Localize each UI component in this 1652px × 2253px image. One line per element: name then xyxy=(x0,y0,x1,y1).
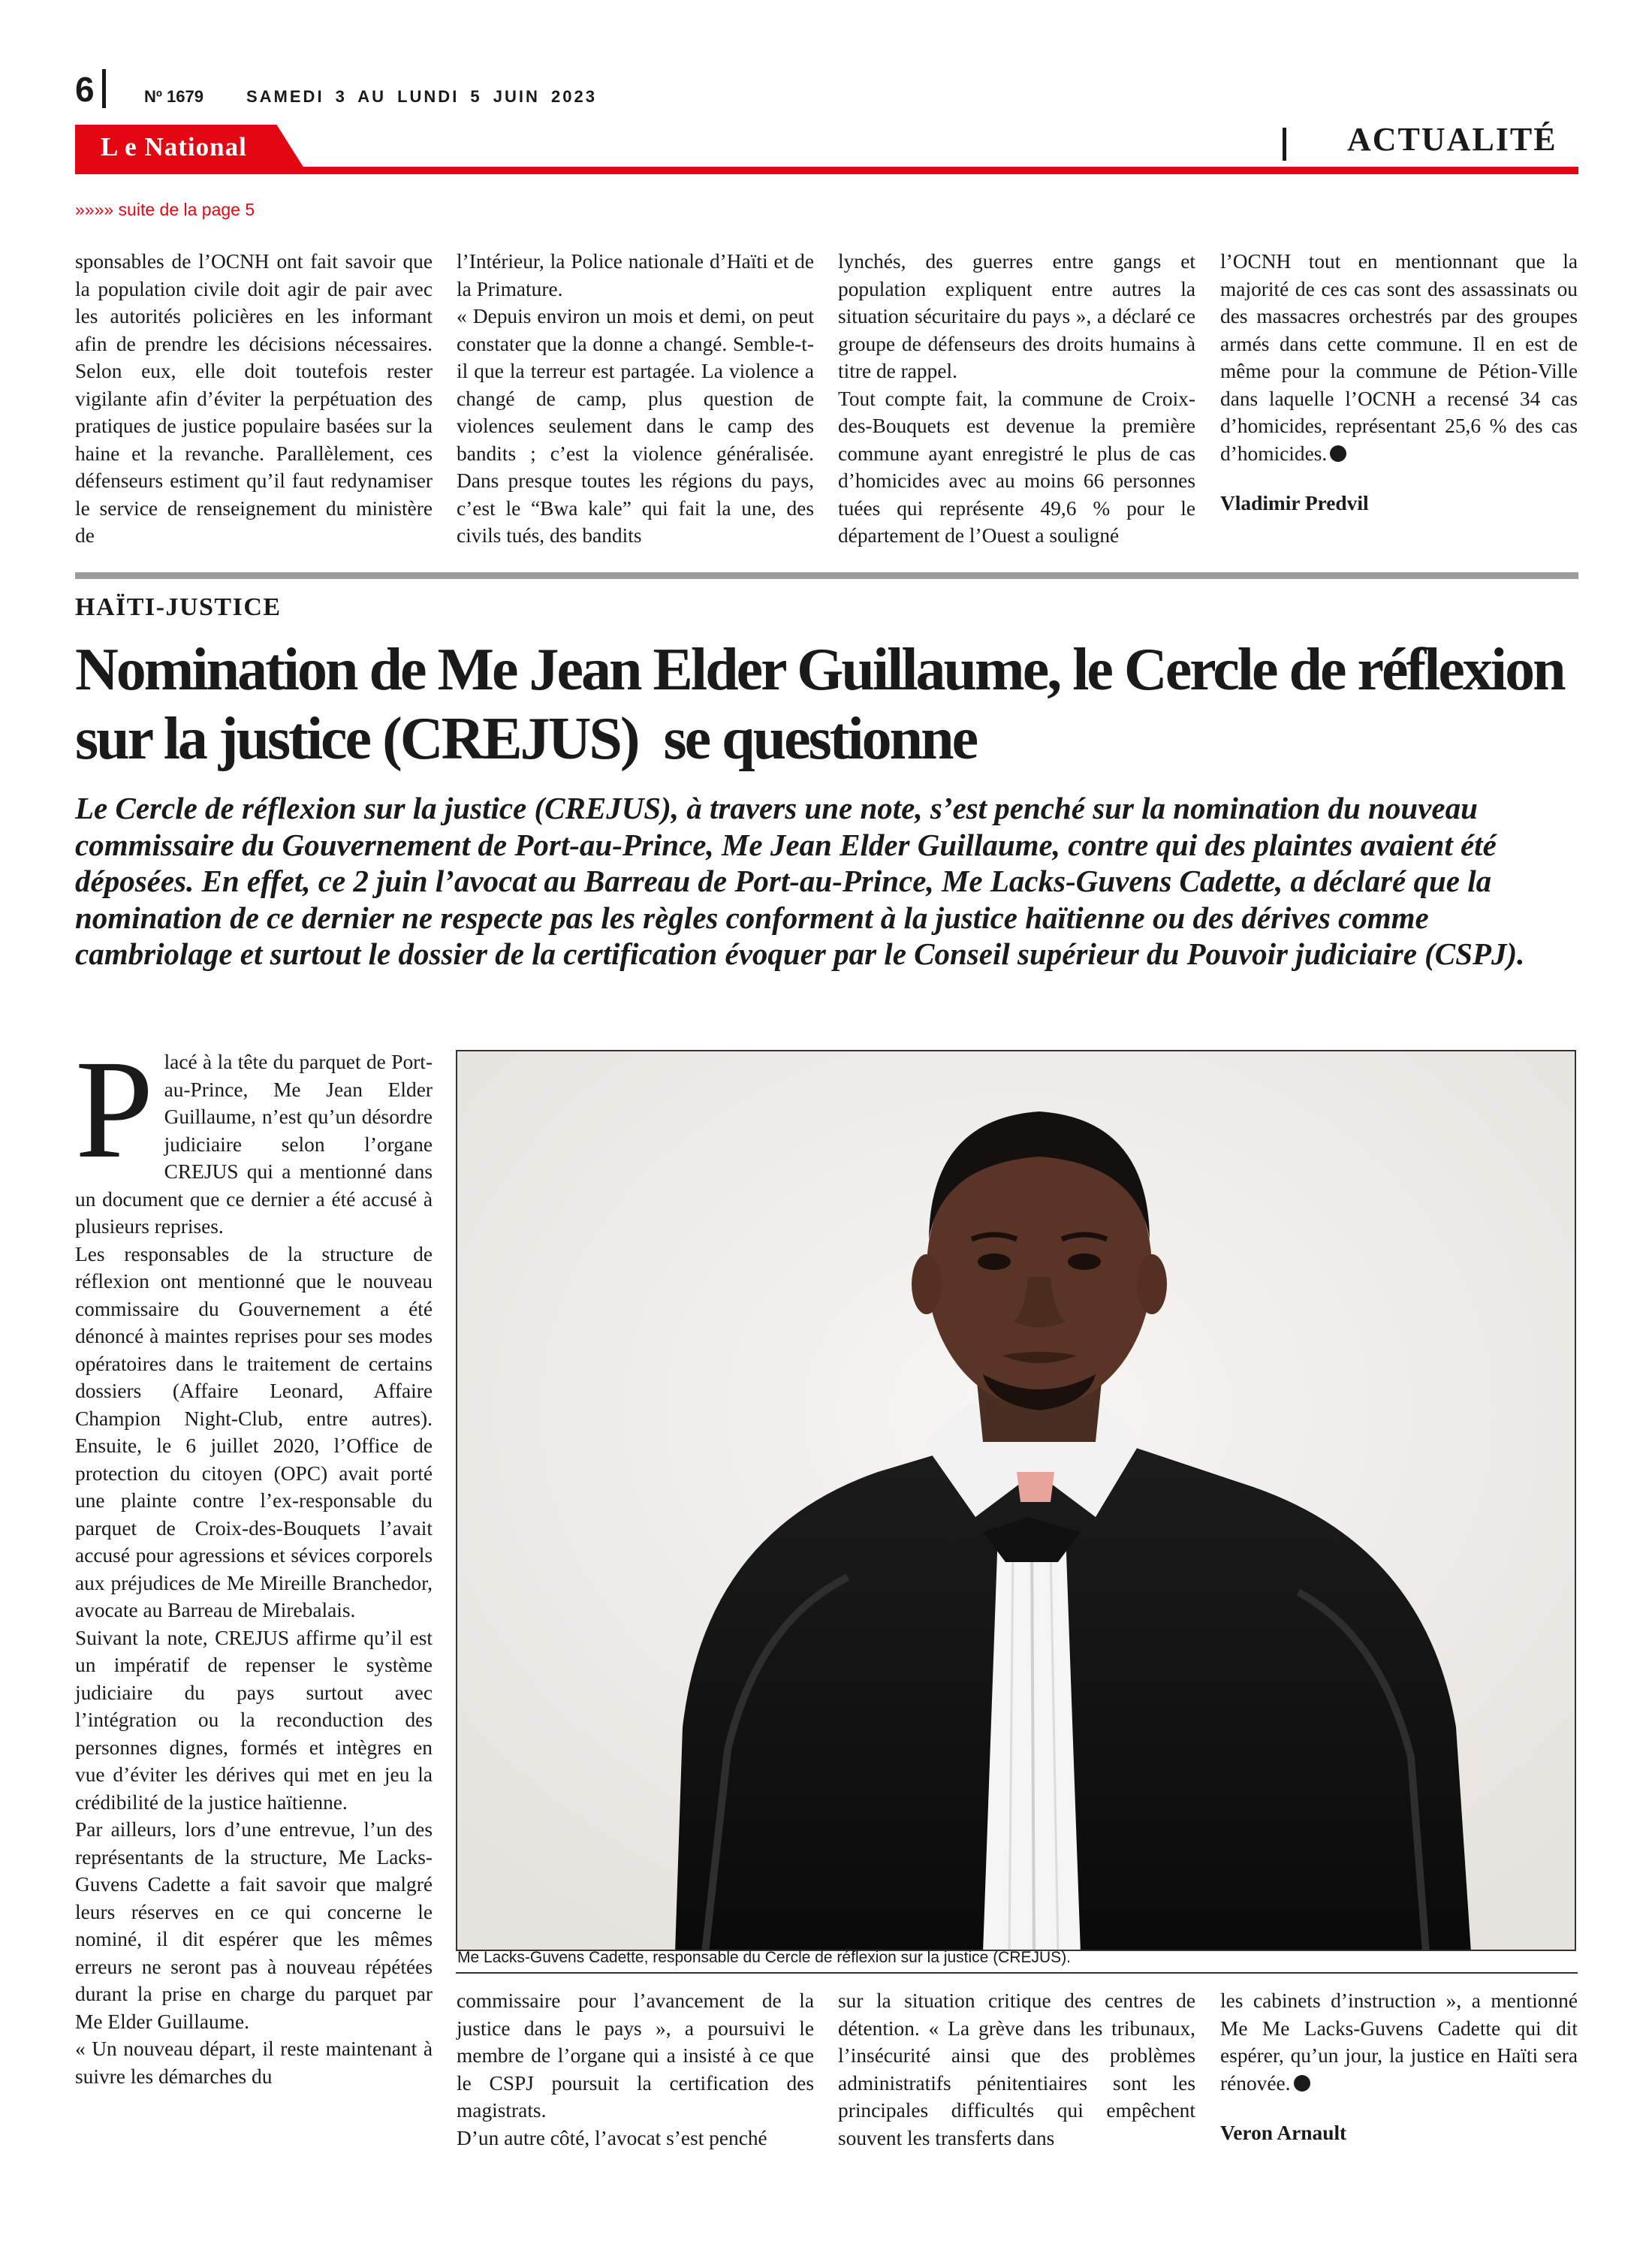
main-article-column-1 xyxy=(75,1030,433,2090)
article-divider xyxy=(75,572,1578,579)
paragraph: sur la situation critique des centres de détention. « La grève dans les tribunaux, l’insécurité ainsi que des problèmes administratifs pénitentiaires sont les principales difficultés qui empêchent souvent les transferts dans xyxy=(838,1989,1195,2149)
paragraph-text: lacé à la tête du parquet de Port-au-Prince, Me Jean Elder Guillaume, n’est qu’un désordre judiciaire selon l’organe CREJUS qui a mentionné dans un document que ce dernier a été accusé à plusieurs reprises. xyxy=(75,1051,433,1238)
main-article-column-3 xyxy=(838,1987,1195,2152)
drop-cap: P xyxy=(75,1030,154,1187)
main-article-column-2 xyxy=(457,1987,814,2152)
paragraph: D’un autre côté, l’avocat s’est penché xyxy=(457,2126,767,2149)
top-article-text: lynchés, des guerres entre gangs et population expliquent entre autres la situation sécuritaire du pays », a déclaré ce groupe de défenseurs des droits humains à titre de rappel. Tout compte fait, la commune de Croix-des-Bouquets est devenue la première commune ayant enregistré le plus de cas d’homicides avec au moins 66 personnes tuées qui représente 49,6 % pour le département de l’Ouest a souligné xyxy=(838,250,1195,547)
lede: Le Cercle de réflexion sur la justice (CREJUS), à travers une note, s’est penché sur la nomination du nouveau commissaire du Gouvernement de Port-au-Prince, Me Jean Elder Guillaume, contre qui des plaintes avaient été déposées. En effet, ce 2 juin l’avocat au Barreau de Port-au-Prince, Me Lacks-Guvens Cadette, a déclaré que la nomination de ce dernier ne respecte pas les règles conforment à la justice haïtienne ou des dérives comme cambriolage et surtout le dossier de la certification évoquer par le Conseil supérieur du Pouvoir judiciaire (CSPJ). xyxy=(75,791,1525,971)
paragraph xyxy=(75,1030,433,1241)
kicker: HAÏTI-JUSTICE xyxy=(75,593,282,621)
headline-line-1: Nomination de Me Jean Elder Guillaume, le Cercle de réflexion xyxy=(75,637,1564,703)
portrait-illustration xyxy=(457,1051,1576,1951)
caption-rule xyxy=(456,1972,1578,1974)
top-article-column-4 xyxy=(1220,248,1578,517)
byline: Vladimir Predvil xyxy=(1220,492,1369,514)
page-number: 6 xyxy=(75,70,95,109)
top-article-text: l’Intérieur, la Police nationale d’Haïti et de la Primature. « Depuis environ un mois et demi, on peut constater que la donne a changé. Semble-t-il que la terreur est partagée. La violence a changé de camp, plus question de violences seulement dans le camp des bandits ; c’est la violence généralisée. Dans presque toutes les régions du pays, c’est le “Bwa kale” qui fait la une, des civils tués, des bandits xyxy=(457,250,814,547)
continued-from: »»»» suite de la page 5 xyxy=(75,200,255,219)
headline xyxy=(75,635,1584,774)
section-label: ACTUALITÉ xyxy=(1347,121,1557,158)
paragraph: Par ailleurs, lors d’une entrevue, l’un des représentants de la structure, Me Lacks-Guvens Cadette a fait savoir que malgré leurs réserves en ce qui concerne le nominé, il dit espérer que les mêmes erreurs ne seront pas à nouveau répétées durant la prise en charge du parquet par Me Elder Guillaume. xyxy=(75,1818,433,2033)
page-number-divider xyxy=(102,69,106,108)
issue-number: Nº 1679 xyxy=(144,87,203,106)
header-rule xyxy=(75,167,1578,174)
top-article-text: sponsables de l’OCNH ont fait savoir que la population civile doit agir de pair avec les autorités policières en les informant afin de prendre les décisions nécessaires. Selon eux, elle doit toutefois rester vigilante afin d’éviter la perpétuation des pratiques de justice populaire basées sur la haine et la revanche. Parallèlement, ces défenseurs estiment qu’il faut redynamiser le service de renseignement du ministère de xyxy=(75,250,433,547)
section-divider xyxy=(1283,128,1286,161)
top-article-column-2 xyxy=(457,248,814,550)
brand-name: L e National xyxy=(101,132,247,161)
issue-date: SAMEDI 3 AU LUNDI 5 JUIN 2023 xyxy=(246,87,597,106)
paragraph xyxy=(1220,1987,1578,2097)
top-article-ending: l’OCNH tout en mentionnant que la majorité de ces cas sont des assassinats ou des massacres orchestrés par des groupes armés dans cette commune. Il en est de même pour la commune de Pétion-Ville dans laquelle l’OCNH a recensé 34 cas d’homicides, représentant 25,6 % des cas d’homicides. xyxy=(1220,250,1578,465)
byline: Veron Arnault xyxy=(1220,2122,1347,2144)
top-article-text xyxy=(1220,248,1578,467)
end-of-article-mark-icon xyxy=(1294,2075,1310,2092)
main-article-column-4 xyxy=(1220,1987,1578,2147)
paragraph: commissaire pour l’avancement de la justice dans le pays », a poursuivi le membre de l’organe qui a insisté à ce que le CSPJ poursuit la certification des magistrats. xyxy=(457,1989,814,2122)
top-article-column-3 xyxy=(838,248,1195,550)
paragraph: Suivant la note, CREJUS affirme qu’il est un impératif de repenser le système judiciaire du pays surtout avec l’intégration ou la reconduction des personnes dignes, formés et intègres en vue d’éviter les dérives qui met en jeu la crédibilité de la justice haïtienne. xyxy=(75,1626,433,1814)
paragraph: « Un nouveau départ, il reste maintenant à suivre les démarches du xyxy=(75,2037,433,2088)
top-article-column-1 xyxy=(75,248,433,550)
paragraph: Les responsables de la structure de réflexion ont mentionné que le nouveau commissaire du Gouvernement a été dénoncé à maintes reprises pour ses modes opératoires dans le traitement de certains dossiers (Affaire Leonard, Affaire Champion Night-Club, entre autres). Ensuite, le 6 juillet 2020, l’Office de protection du citoyen (OPC) avait porté une plainte contre l’ex-responsable du parquet de Croix-des-Bouquets l’avait accusé pour agressions et sévices corporels aux préjudices de Me Mireille Branchedor, avocate au Barreau de Mirebalais. xyxy=(75,1242,433,1621)
end-of-article-mark-icon xyxy=(1330,445,1346,462)
headline-line-2: sur la justice (CREJUS) se questionne xyxy=(75,706,977,772)
photo-caption: Me Lacks-Guvens Cadette, responsable du Cercle de réflexion sur la justice (CREJUS). xyxy=(457,1949,1072,1966)
paragraph-text: les cabinets d’instruction », a mentionné Me Me Lacks-Guvens Cadette qui dit espérer, qu’un jour, la justice en Haïti sera rénovée. xyxy=(1220,1989,1578,2095)
portrait-photo xyxy=(456,1050,1576,1951)
